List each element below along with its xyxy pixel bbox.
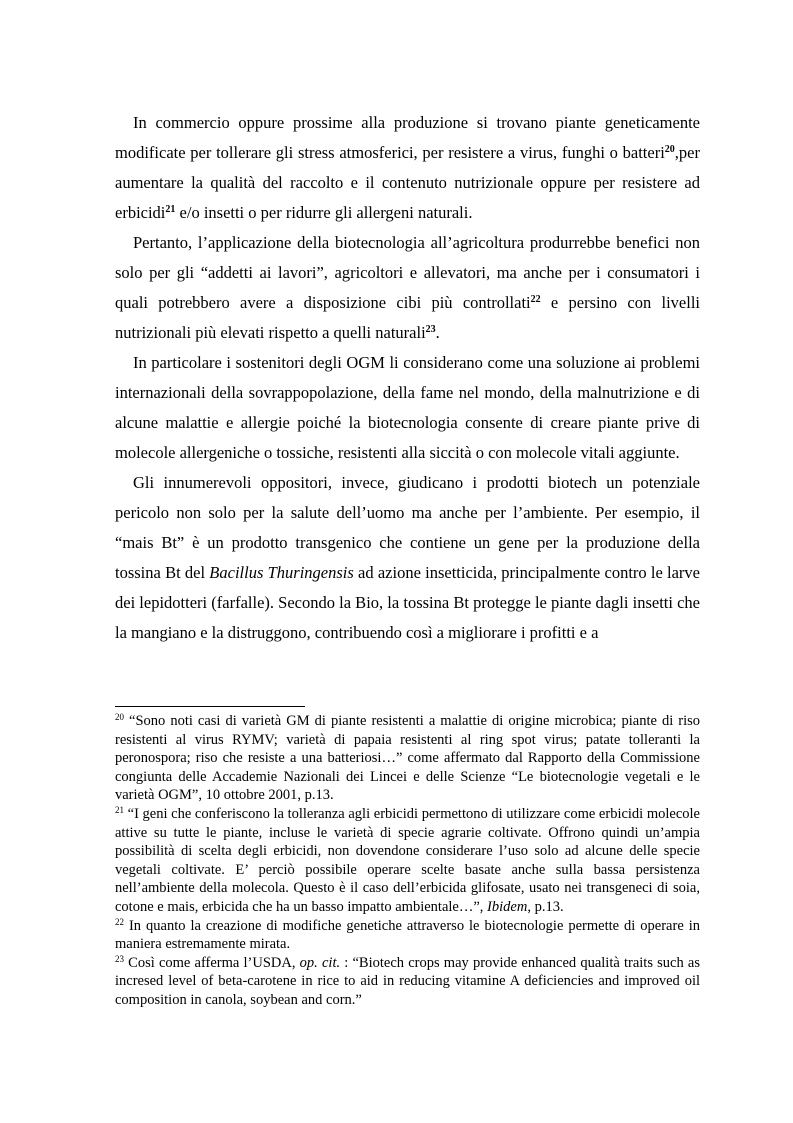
footnote-20 <box>115 712 700 805</box>
footnote-ref-21[interactable]: 21 <box>165 204 176 215</box>
footnote-text: In quanto la creazione di modifiche genetiche attraverso le biotecnologie permette di operare in maniera estremamente mirata. <box>115 917 700 953</box>
footnote-ref-22[interactable]: 22 <box>530 294 541 305</box>
paragraph-text: . <box>435 323 440 342</box>
paragraph-text: ,per aumentare la qualità del raccolto e il contenuto nutrizionale oppure per resistere ad erbicidi <box>115 143 700 222</box>
main-text <box>115 108 700 648</box>
paragraph-3 <box>115 348 700 468</box>
paragraph-text: ad azione insetticida, principalmente contro le larve dei lepidotteri (farfalle). Secondo la Bio, la tossina Bt protegge le piante dagli insetti che la mangiano e la distruggono, contribuendo così a migliorare i profitti e a <box>115 563 700 642</box>
footnote-23 <box>115 954 700 1010</box>
paragraph-text: e persino con livelli nutrizionali più elevati rispetto a quelli naturali <box>115 293 700 342</box>
footnote-separator <box>115 706 305 707</box>
paragraph-text: Pertanto, l’applicazione della biotecnologia all’agricoltura produrrebbe benefici non solo per gli “addetti ai lavori”, agricoltori e allevatori, ma anche per i consumatori i quali potrebbero avere a disposizione cibi più controllati <box>115 233 700 312</box>
paragraph-text: In particolare i sostenitori degli OGM li considerano come una soluzione ai problemi internazionali della sovrappopolazione, della fame nel mondo, della malnutrizione e di alcune malattie e allergie poiché la biotecnologia consente di creare piante prive di molecole allergeniche o tossiche, resistenti alla siccità o con molecole vitali aggiunte. <box>115 353 700 462</box>
paragraph-2 <box>115 228 700 348</box>
footnote-number: 23 <box>115 953 124 964</box>
footnote-ref-23[interactable]: 23 <box>425 324 436 335</box>
footnotes <box>115 712 700 1010</box>
footnote-ref-20[interactable]: 20 <box>664 144 675 155</box>
footnote-text: : “Biotech crops may provide enhanced qualità traits such as incresed level of beta-carotene in rice to aid in reducing vitamine A deficiencies and improved oil composition in canola, soybean and corn.” <box>115 954 700 1008</box>
footnote-21 <box>115 805 700 917</box>
footnote-italic: Ibidem <box>487 898 528 915</box>
paragraph-4 <box>115 468 700 648</box>
footnote-text: “Sono noti casi di varietà GM di piante resistenti a malattie di origine microbica; piante di riso resistenti al virus RYMV; varietà di papaia resistenti al ring spot virus; patate tolleranti la peronospora; riso che resiste a una batteriosi…” come affermato dal Rapporto della Commissione congiunta delle Accademie Nazionali dei Lincei e delle Scienze “Le biotecnologie vegetali e le varietà OGM”, 10 ottobre 2001, p.13. <box>115 713 700 804</box>
paragraph-text: In commercio oppure prossime alla produzione si trovano piante geneticamente modificate per tollerare gli stress atmosferici, per resistere a virus, funghi o batteri <box>115 113 700 162</box>
footnote-number: 21 <box>115 804 124 815</box>
footnote-number: 20 <box>115 712 124 722</box>
paragraph-text: e/o insetti o per ridurre gli allergeni naturali. <box>175 203 473 222</box>
paragraph-text: Gli innumerevoli oppositori, invece, giudicano i prodotti biotech un potenziale pericolo non solo per la salute dell’uomo ma anche per l’ambiente. Per esempio, il “mais Bt” è un prodotto transgenico che contiene un gene per la produzione della tossina Bt del <box>115 473 700 582</box>
footnote-number: 22 <box>115 916 124 927</box>
footnote-22 <box>115 917 700 954</box>
paragraph-1 <box>115 108 700 228</box>
species-name: Bacillus Thuringensis <box>209 563 354 582</box>
footnote-text: , p.13. <box>527 898 564 915</box>
footnote-text: “I geni che conferiscono la tolleranza agli erbicidi permettono di utilizzare come erbicidi molecole attive su tutte le piante, incluse le varietà di specie agrarie coltivate. Offrono quindi un’ampia possibilità di scelta degli erbicidi, non dovendone considerare l’uso solo ad alcune delle specie vegetali coltivate. E’ perciò possibile operare scelte basate anche sulla bassa persistenza nell’ambiente della molecola. Questo è il caso dell’erbicida glifosate, usato nei transgeneci di soia, cotone e mais, erbicida che ha un basso impatto ambientale…”, <box>115 805 700 915</box>
footnote-italic: op. cit. <box>299 954 341 971</box>
footnote-text: Così come afferma l’USDA, <box>124 954 300 971</box>
